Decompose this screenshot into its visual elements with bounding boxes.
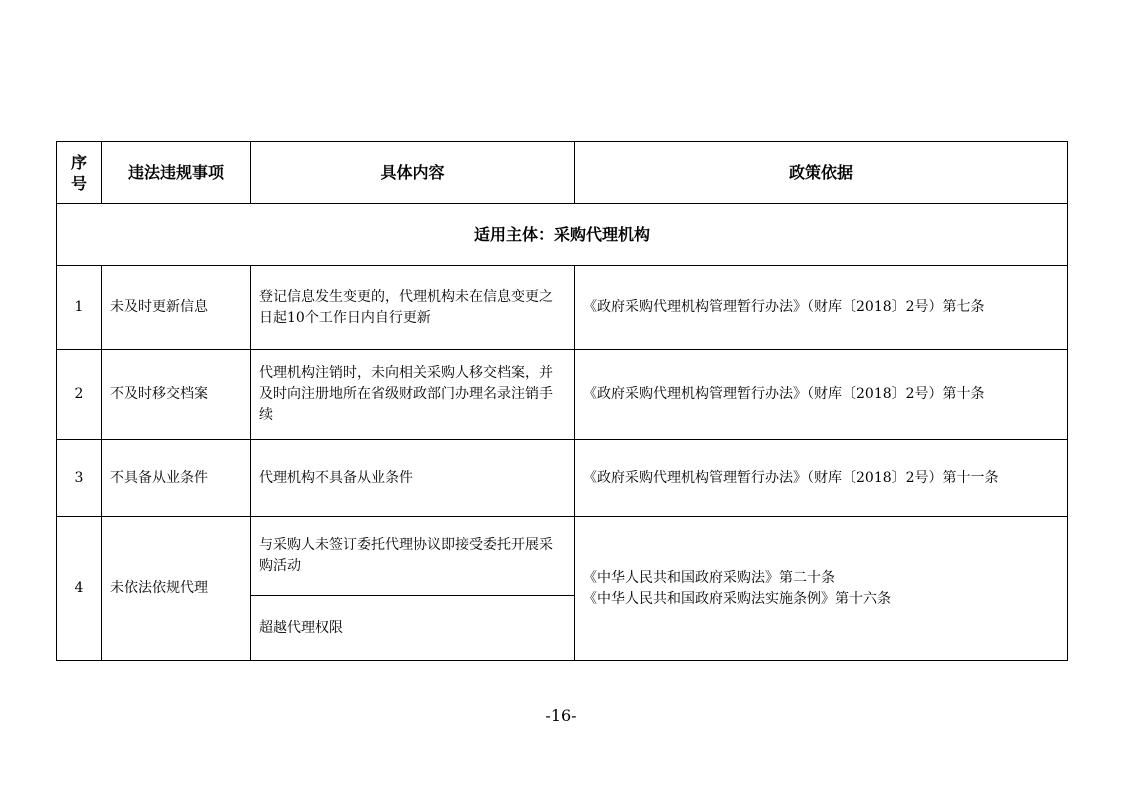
row-basis: 《政府采购代理机构管理暂行办法》（财库〔2018〕2号）第十一条 [575, 440, 1068, 517]
row-content: 代理机构注销时，未向相关采购人移交档案，并及时向注册地所在省级财政部门办理名录注销手续 [251, 350, 575, 440]
row-basis: 《政府采购代理机构管理暂行办法》（财库〔2018〕2号）第七条 [575, 266, 1068, 350]
header-seq-line2: 号 [70, 173, 87, 193]
row-basis-line: 《中华人民共和国政府采购法》第二十条 [583, 569, 835, 586]
row-basis: 《政府采购代理机构管理暂行办法》（财库〔2018〕2号）第十条 [575, 350, 1068, 440]
row-content: 代理机构不具备从业条件 [251, 440, 575, 517]
section-title: 适用主体：采购代理机构 [57, 204, 1068, 266]
table-header-row [57, 142, 1068, 204]
row-basis-line: 《中华人民共和国政府采购法实施条例》第十六条 [583, 590, 891, 607]
table-row [57, 517, 1068, 596]
row-seq: 4 [57, 517, 102, 661]
header-basis: 政策依据 [575, 142, 1068, 204]
row-content: 登记信息发生变更的，代理机构未在信息变更之日起10个工作日内自行更新 [251, 266, 575, 350]
row-content: 与采购人未签订委托代理协议即接受委托开展采购活动 [251, 517, 575, 596]
table-row [57, 266, 1068, 350]
header-item: 违法违规事项 [102, 142, 251, 204]
header-content: 具体内容 [251, 142, 575, 204]
table-row [57, 440, 1068, 517]
row-basis [575, 517, 1068, 661]
table-row [57, 350, 1068, 440]
header-seq [57, 142, 102, 204]
page-number: -16- [545, 706, 577, 725]
row-seq: 2 [57, 350, 102, 440]
row-item: 不及时移交档案 [102, 350, 251, 440]
row-content: 超越代理权限 [251, 596, 575, 661]
header-seq-line1: 序 [70, 152, 87, 172]
row-item: 未依法依规代理 [102, 517, 251, 661]
row-item: 未及时更新信息 [102, 266, 251, 350]
row-item: 不具备从业条件 [102, 440, 251, 517]
row-seq: 1 [57, 266, 102, 350]
policy-table [56, 141, 1068, 661]
row-seq: 3 [57, 440, 102, 517]
section-row [57, 204, 1068, 266]
